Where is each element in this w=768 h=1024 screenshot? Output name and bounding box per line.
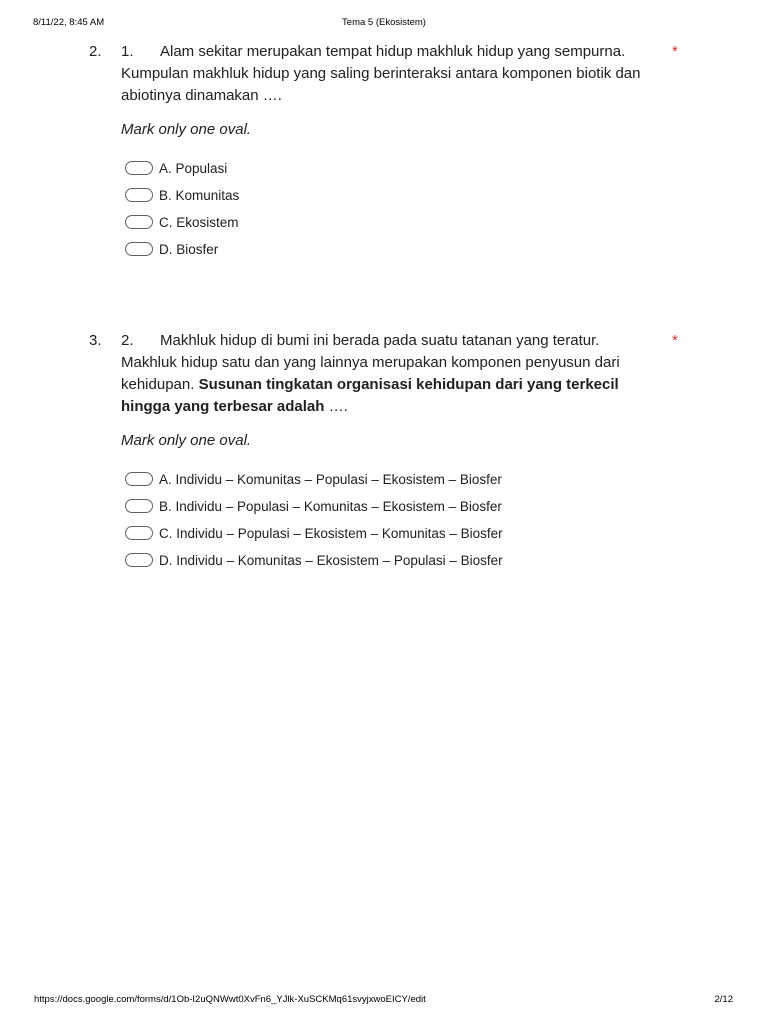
radio-oval[interactable] [125,553,153,567]
radio-option[interactable] [125,495,502,517]
radio-oval[interactable] [125,215,153,229]
question-text [121,330,666,418]
print-datetime: 8/11/22, 8:45 AM [33,17,105,28]
radio-option[interactable] [125,522,503,544]
question-sub-number: 1. [121,43,134,60]
page-url: https://docs.google.com/forms/d/1Ob-I2uQNWwt0XvFn6_YJlk-XuSCKMq61svyjxwoEICY/edit [34,994,426,1005]
instruction-hint: Mark only one oval. [121,432,252,449]
radio-oval[interactable] [125,242,153,256]
radio-oval[interactable] [125,499,153,513]
radio-oval[interactable] [125,526,153,540]
question-text [121,41,666,107]
question-number: 2. [89,43,102,60]
question-text-plain: Makhluk hidup satu dan yang lainnya merupakan komponen penyusun dari kehidupan. [121,354,620,393]
question-number: 3. [89,332,102,349]
radio-option[interactable] [125,549,503,571]
option-label: B. Komunitas [159,187,240,203]
option-label: D. Individu – Komunitas – Ekosistem – Populasi – Biosfer [159,552,503,568]
question-text-rest: Kumpulan makhluk hidup yang saling berinteraksi antara komponen biotik dan abiotinya dinamakan …. [121,65,641,104]
radio-option[interactable] [125,468,502,490]
option-label: B. Individu – Populasi – Komunitas – Ekosistem – Biosfer [159,498,502,514]
radio-option[interactable] [125,157,227,179]
radio-oval[interactable] [125,472,153,486]
radio-oval[interactable] [125,161,153,175]
option-label: C. Individu – Populasi – Ekosistem – Komunitas – Biosfer [159,525,503,541]
print-page-title: Tema 5 (Ekosistem) [342,17,426,28]
required-asterisk: * [672,43,678,60]
radio-option[interactable] [125,211,239,233]
instruction-hint: Mark only one oval. [121,121,252,138]
option-label: A. Populasi [159,160,228,176]
question-text-bold: Susunan tingkatan organisasi kehidupan dari yang terkecil hingga yang terbesar adalah [121,376,619,415]
radio-option[interactable] [125,238,218,260]
required-asterisk: * [672,332,678,349]
radio-oval[interactable] [125,188,153,202]
radio-option[interactable] [125,184,239,206]
question-text-line1: Alam sekitar merupakan tempat hidup makhluk hidup yang sempurna. [160,43,626,60]
option-label: D. Biosfer [159,241,219,257]
question-text-end: …. [324,398,348,415]
option-label: C. Ekosistem [159,214,239,230]
page-number: 2/12 [714,994,733,1005]
option-label: A. Individu – Komunitas – Populasi – Ekosistem – Biosfer [159,471,502,487]
question-sub-number: 2. [121,332,134,349]
question-text-line1: Makhluk hidup di bumi ini berada pada suatu tatanan yang teratur. [160,332,600,349]
